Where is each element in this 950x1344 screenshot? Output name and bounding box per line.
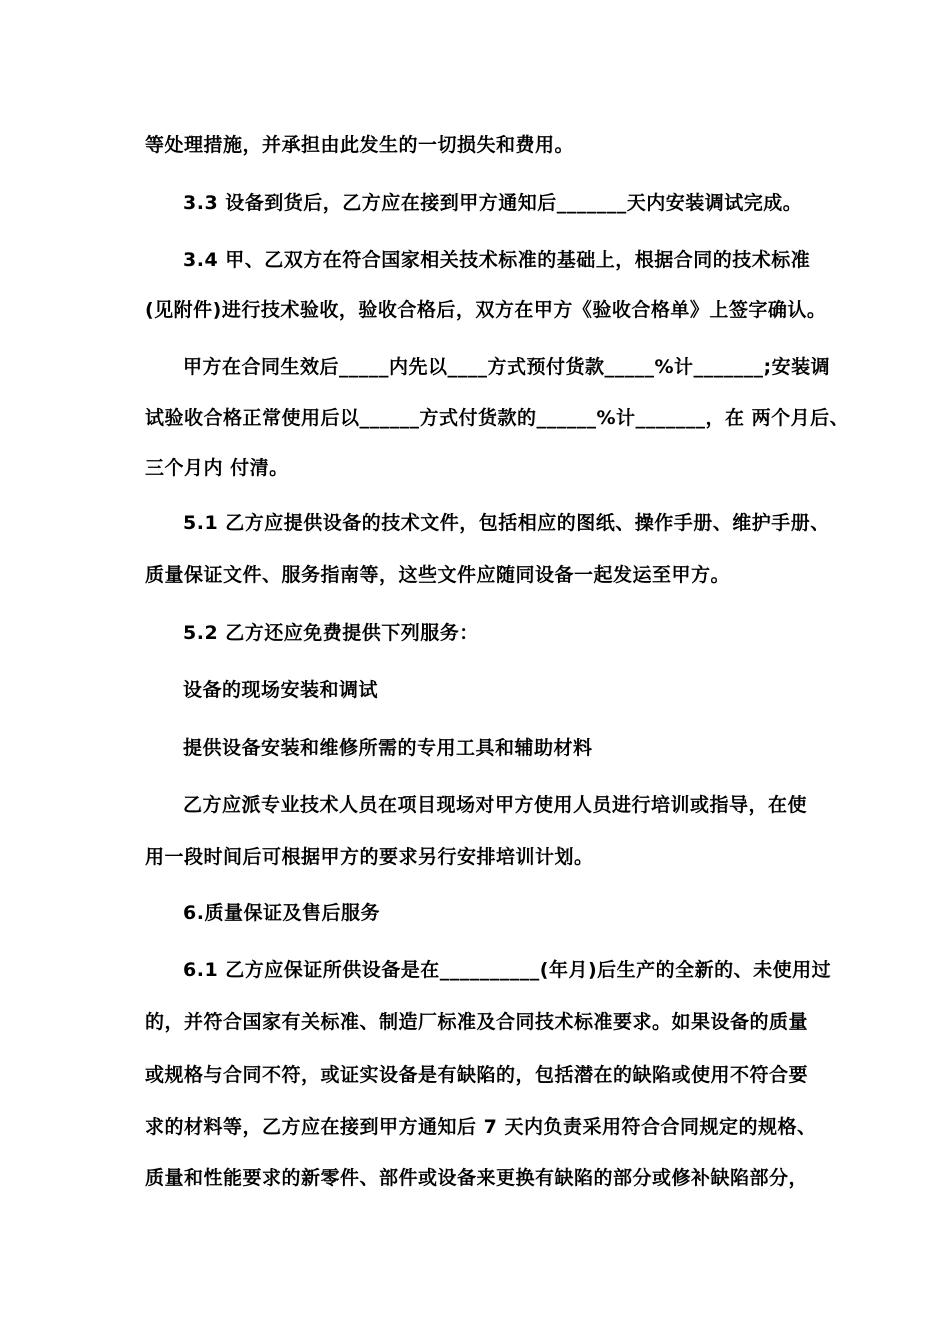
text-line: 6.1 乙方应保证所供设备是在__________(年月)后生产的全新的、未使用过 xyxy=(183,959,832,981)
text-line: 试验收合格正常使用后以______方式付货款的______%计_______，在 两个月后、 xyxy=(145,407,850,429)
text-line: 用一段时间后可根据甲方的要求另行安排培训计划。 xyxy=(145,846,594,868)
text-line: 3.4 甲、乙双方在符合国家相关技术标准的基础上，根据合同的技术标准 xyxy=(183,249,811,271)
text-line: 5.2 乙方还应免费提供下列服务： xyxy=(183,622,479,644)
text-line: 三个月内 付清。 xyxy=(145,457,289,479)
text-line: 等处理措施，并承担由此发生的一切损失和费用。 xyxy=(145,134,575,156)
text-line: 5.1 乙方应提供设备的技术文件，包括相应的图纸、操作手册、维护手册、 xyxy=(183,512,830,534)
text-line: (见附件)进行技术验收，验收合格后，双方在甲方《验收合格单》上签字确认。 xyxy=(145,299,827,321)
text-line: 质量保证文件、服务指南等，这些文件应随同设备一起发运至甲方。 xyxy=(145,564,731,586)
list-item: 设备的现场安装和调试 xyxy=(183,679,379,701)
text-line: 质量和性能要求的新零件、部件或设备来更换有缺陷的部分或修补缺陷部分， xyxy=(145,1167,809,1189)
list-item: 提供设备安装和维修所需的专用工具和辅助材料 xyxy=(183,737,593,759)
text-line: 的，并符合国家有关标准、制造厂标准及合同技术标准要求。如果设备的质量 xyxy=(145,1011,809,1033)
text-line: 求的材料等，乙方应在接到甲方通知后 7 天内负责采用符合合同规定的规格、 xyxy=(145,1116,817,1138)
text-line: 乙方应派专业技术人员在项目现场对甲方使用人员进行培训或指导，在使 xyxy=(183,794,808,816)
text-line: 甲方在合同生效后_____内先以____方式预付货款_____%计_______;安装调 xyxy=(183,356,831,378)
section-heading: 6.质量保证及售后服务 xyxy=(183,902,380,924)
text-line: 或规格与合同不符，或证实设备是有缺陷的，包括潜在的缺陷或使用不符合要 xyxy=(145,1064,809,1086)
text-line: 3.3 设备到货后，乙方应在接到甲方通知后_______天内安装调试完成。 xyxy=(183,192,803,214)
